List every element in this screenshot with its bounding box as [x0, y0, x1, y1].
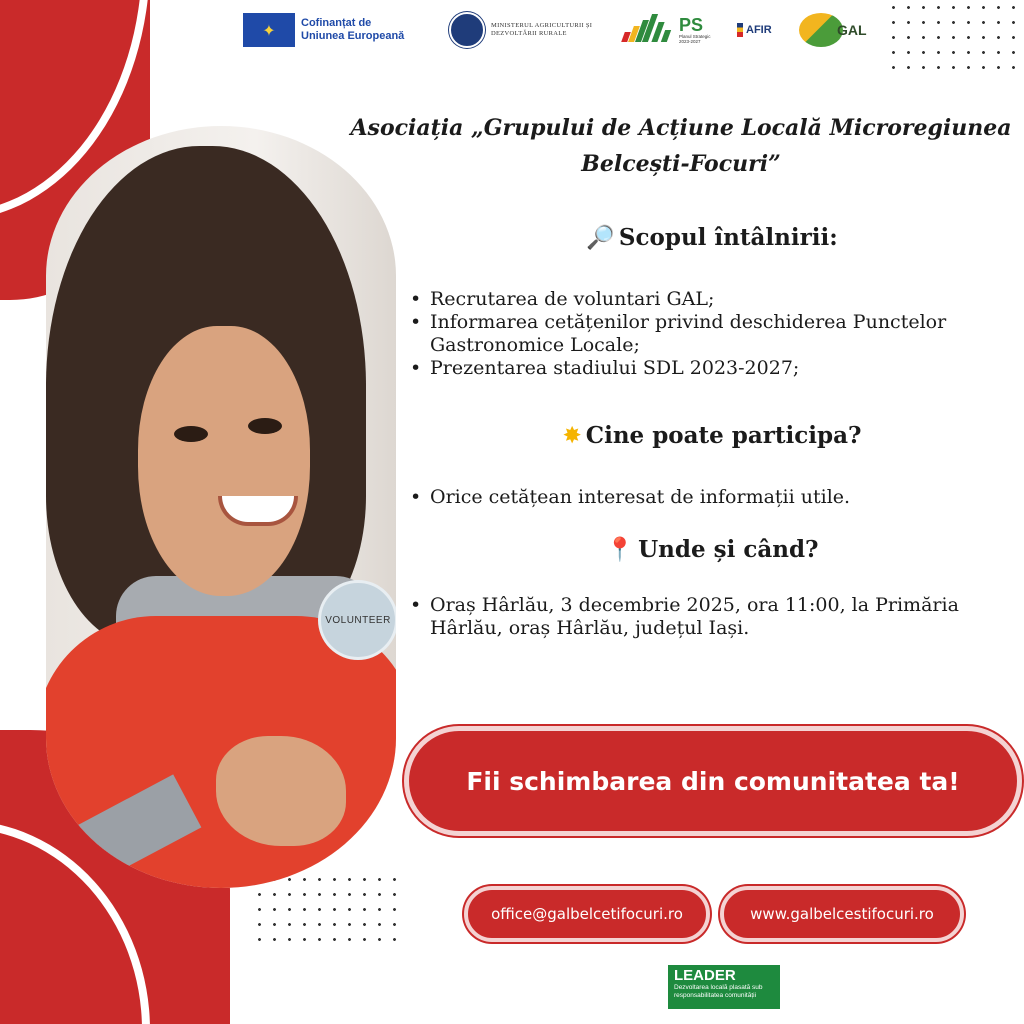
website-link[interactable]: www.galbelcestifocuri.ro — [720, 886, 964, 942]
section-heading-purpose — [400, 224, 1024, 251]
list-item: • Recrutarea de voluntari GAL; — [410, 288, 1020, 311]
pin-icon: 📍 — [605, 537, 635, 563]
ministry-logo — [449, 8, 592, 52]
participants-list — [410, 486, 1020, 509]
eu-logo — [243, 8, 404, 52]
gal-logo-text: GAL — [837, 22, 867, 38]
ps-logo-text: PS — [679, 15, 704, 35]
afir-logo — [737, 8, 772, 52]
email-link[interactable]: office@galbelcetifocuri.ro — [464, 886, 710, 942]
list-item: • Informarea cetățenilor privind deschiderea Punctelor Gastronomice Locale; — [410, 311, 1020, 357]
ministry-logo-text: MINISTERUL AGRICULTURII ȘI DEZVOLTĂRII RURALE — [491, 22, 593, 37]
cta-banner: Fii schimbarea din comunitatea ta! — [404, 726, 1022, 836]
magnifier-icon: 🔎 — [586, 225, 615, 251]
volunteer-badge: VOLUNTEER — [318, 580, 396, 660]
section-heading-where-when — [400, 536, 1024, 563]
where-when-list — [410, 594, 1020, 640]
list-item: • Prezentarea stadiului SDL 2023-2027; — [410, 357, 1020, 380]
leader-logo-subtitle: Dezvoltarea locală plasată sub responsabilitatea comunității — [674, 984, 763, 999]
afir-logo-text: AFIR — [746, 24, 772, 36]
list-item: • Oraș Hârlău, 3 decembrie 2025, ora 11:00, la Primăria Hârlău, oraș Hârlău, județul Iași. — [410, 594, 1020, 640]
eu-logo-text: Cofinanțat de Uniunea Europeană — [301, 17, 405, 42]
decorative-dot-grid-top — [886, 0, 1024, 80]
section-heading-text: Cine poate participa? — [585, 422, 862, 449]
government-seal-icon — [449, 12, 485, 48]
gal-logo — [799, 8, 867, 52]
ps-stripes-icon — [621, 14, 673, 46]
afir-flag-icon — [737, 23, 743, 37]
list-item: • Orice cetățean interesat de informații utile. — [410, 486, 1020, 509]
section-heading-participants — [400, 422, 1024, 449]
eu-flag-icon: ✦ — [243, 13, 295, 47]
organization-title: Asociația „Grupului de Acțiune Locală Microregiunea Belcești-Focuri” — [350, 115, 1012, 177]
purpose-list — [410, 288, 1020, 380]
leader-logo-title: LEADER — [674, 967, 736, 984]
section-heading-text: Scopul întâlnirii: — [618, 224, 838, 251]
ps-logo-subtitle: Planul Strategic 2023-2027 — [679, 34, 711, 44]
leader-logo — [668, 965, 780, 1009]
partner-logos — [243, 8, 883, 52]
ps-logo — [621, 8, 711, 52]
star-icon: ✸ — [562, 423, 582, 449]
volunteer-photo — [46, 126, 396, 888]
section-heading-text: Unde și când? — [638, 536, 819, 563]
